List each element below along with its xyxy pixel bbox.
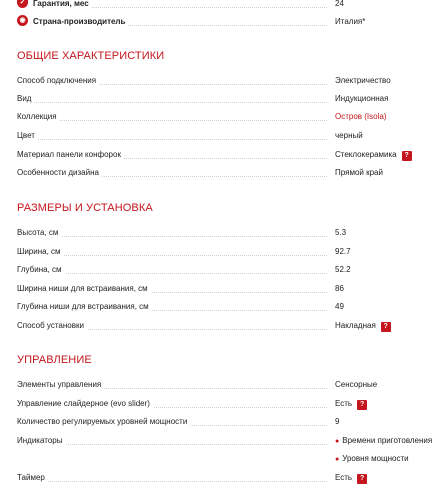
spec-value: черный xyxy=(335,131,363,140)
bullet-icon: ● xyxy=(335,456,340,463)
section-title-dimensions: РАЗМЕРЫ И УСТАНОВКА xyxy=(17,202,153,214)
spec-row xyxy=(17,146,447,164)
spec-row xyxy=(17,90,447,108)
spec-label: Таймер xyxy=(17,473,48,482)
bullet-icon: ● xyxy=(335,438,340,445)
help-button[interactable]: ? xyxy=(357,474,367,484)
spec-value: 49 xyxy=(335,302,344,311)
spec-row xyxy=(17,108,447,126)
spec-row xyxy=(17,432,447,450)
spec-value: Индукционная xyxy=(335,94,389,103)
spec-row-warranty xyxy=(17,0,447,13)
spec-row xyxy=(17,164,447,182)
spec-value: Стеклокерамика xyxy=(335,150,397,159)
spec-value: 92.7 xyxy=(335,247,351,256)
spec-label: Ширина ниши для встраивания, см xyxy=(17,284,151,293)
spec-value: 52.2 xyxy=(335,265,351,274)
spec-row xyxy=(17,317,447,335)
shield-check-icon: ✓ xyxy=(17,0,28,8)
spec-row xyxy=(17,298,447,316)
spec-value: Накладная xyxy=(335,321,376,330)
spec-label: Цвет xyxy=(17,131,38,140)
spec-value: 86 xyxy=(335,284,344,293)
spec-label: Гарантия, мес xyxy=(33,0,89,8)
spec-label: Коллекция xyxy=(17,112,60,121)
collection-link[interactable]: Остров (Isola) xyxy=(335,112,387,121)
spec-row xyxy=(17,413,447,431)
spec-label: Индикаторы xyxy=(17,436,65,445)
spec-label: Ширина, см xyxy=(17,247,64,256)
spec-row xyxy=(17,469,447,487)
spec-label: Страна-производитель xyxy=(33,17,126,26)
spec-row xyxy=(17,243,447,261)
spec-row xyxy=(17,72,447,90)
spec-value: Электричество xyxy=(335,76,391,85)
section-title-general: ОБЩИЕ ХАРАКТЕРИСТИКИ xyxy=(17,50,165,62)
spec-value: Италия* xyxy=(335,17,366,26)
spec-value: Уровня мощности xyxy=(342,454,409,463)
spec-label: Высота, см xyxy=(17,228,61,237)
spec-value: Прямой край xyxy=(335,168,383,177)
globe-icon: ◉ xyxy=(17,15,28,26)
spec-row xyxy=(17,280,447,298)
spec-value: 9 xyxy=(335,417,340,426)
spec-label: Вид xyxy=(17,94,34,103)
spec-row xyxy=(17,127,447,145)
spec-value: Есть xyxy=(335,399,353,408)
spec-value: Сенсорные xyxy=(335,380,378,389)
help-button[interactable]: ? xyxy=(402,151,412,161)
spec-value: 24 xyxy=(335,0,344,8)
help-button[interactable]: ? xyxy=(381,322,391,332)
spec-label: Количество регулируемых уровней мощности xyxy=(17,417,190,426)
spec-label: Глубина ниши для встраивания, см xyxy=(17,302,152,311)
spec-row xyxy=(17,395,447,413)
section-title-control: УПРАВЛЕНИЕ xyxy=(17,354,92,366)
spec-label: Материал панели конфорок xyxy=(17,150,124,159)
spec-label: Элементы управления xyxy=(17,380,104,389)
spec-label: Способ подключения xyxy=(17,76,99,85)
spec-row-continuation xyxy=(17,450,447,468)
spec-label: Глубина, см xyxy=(17,265,65,274)
spec-row xyxy=(17,261,447,279)
spec-label: Особенности дизайна xyxy=(17,168,102,177)
spec-value: 5.3 xyxy=(335,228,347,237)
spec-value: Времени приготовления xyxy=(342,436,433,445)
spec-row-country xyxy=(17,13,447,31)
spec-label: Управление слайдерное (evo slider) xyxy=(17,399,153,408)
spec-value: Есть xyxy=(335,473,353,482)
spec-row xyxy=(17,224,447,242)
help-button[interactable]: ? xyxy=(357,400,367,410)
spec-row xyxy=(17,376,447,394)
spec-label: Способ установки xyxy=(17,321,87,330)
